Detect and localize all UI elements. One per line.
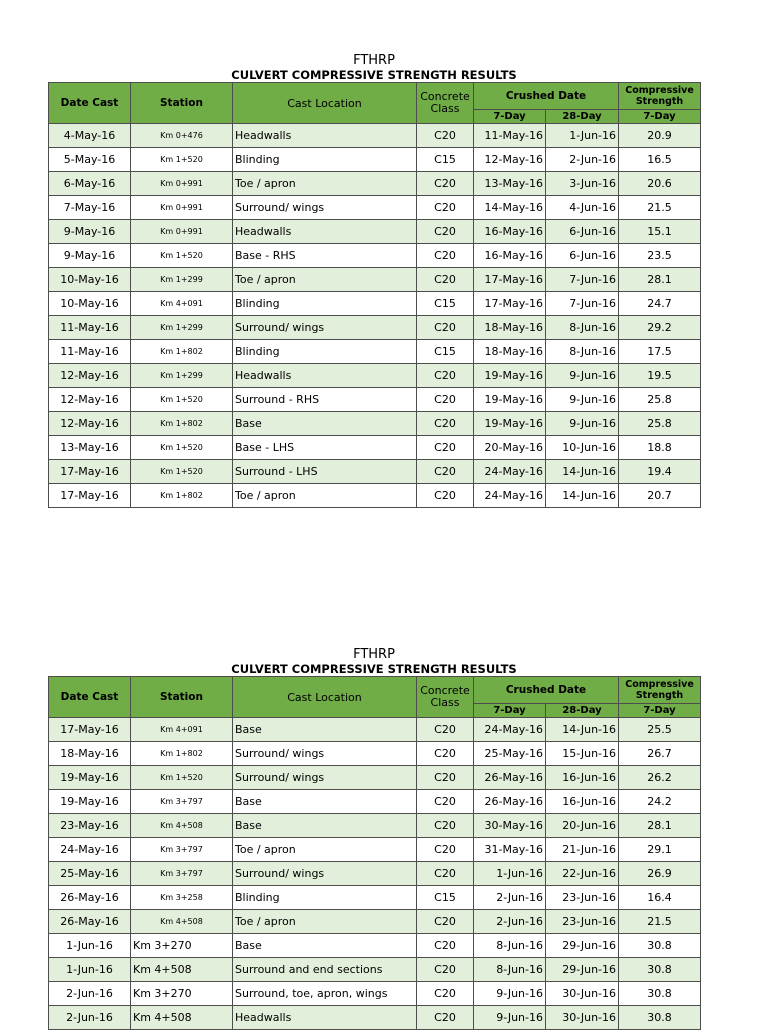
cell-date-cast: 17-May-16 xyxy=(49,718,131,742)
sheet-subtitle: CULVERT COMPRESSIVE STRENGTH RESULTS xyxy=(231,662,517,676)
header-date-cast: Date Cast xyxy=(49,677,131,718)
cell-date-cast: 18-May-16 xyxy=(49,742,131,766)
table-row xyxy=(49,958,701,982)
cell-station: Km 1+802 xyxy=(131,412,233,436)
cell-strength-7-day: 28.1 xyxy=(619,268,701,292)
table-row xyxy=(49,196,701,220)
cell-strength-7-day: 21.5 xyxy=(619,910,701,934)
cell-crushed-28-day: 14-Jun-16 xyxy=(546,484,619,508)
cell-cast-location: Headwalls xyxy=(233,220,417,244)
cell-date-cast: 2-Jun-16 xyxy=(49,1006,131,1030)
cell-cast-location: Blinding xyxy=(233,340,417,364)
cell-crushed-7-day: 13-May-16 xyxy=(474,172,546,196)
cell-concrete-class: C15 xyxy=(417,292,474,316)
cell-crushed-28-day: 23-Jun-16 xyxy=(546,910,619,934)
cell-strength-7-day: 30.8 xyxy=(619,934,701,958)
cell-cast-location: Toe / apron xyxy=(233,484,417,508)
table-row xyxy=(49,172,701,196)
table-row xyxy=(49,412,701,436)
cell-station: Km 1+299 xyxy=(131,268,233,292)
cell-station: Km 3+797 xyxy=(131,838,233,862)
cell-crushed-7-day: 24-May-16 xyxy=(474,484,546,508)
results-sheet-1 xyxy=(48,53,694,508)
cell-crushed-7-day: 16-May-16 xyxy=(474,220,546,244)
cell-cast-location: Toe / apron xyxy=(233,838,417,862)
header-7-day: 7-Day xyxy=(474,704,546,718)
cell-concrete-class: C20 xyxy=(417,484,474,508)
cell-crushed-7-day: 14-May-16 xyxy=(474,196,546,220)
cell-crushed-7-day: 2-Jun-16 xyxy=(474,886,546,910)
cell-strength-7-day: 17.5 xyxy=(619,340,701,364)
cell-crushed-28-day: 29-Jun-16 xyxy=(546,934,619,958)
header-station: Station xyxy=(131,677,233,718)
cell-date-cast: 9-May-16 xyxy=(49,220,131,244)
cell-station: Km 1+520 xyxy=(131,436,233,460)
cell-crushed-7-day: 17-May-16 xyxy=(474,268,546,292)
cell-crushed-7-day: 26-May-16 xyxy=(474,790,546,814)
table-row xyxy=(49,292,701,316)
table-row xyxy=(49,340,701,364)
table-row xyxy=(49,862,701,886)
cell-cast-location: Base xyxy=(233,934,417,958)
cell-concrete-class: C20 xyxy=(417,220,474,244)
cell-crushed-7-day: 26-May-16 xyxy=(474,766,546,790)
sheet-subtitle: CULVERT COMPRESSIVE STRENGTH RESULTS xyxy=(231,68,517,82)
cell-crushed-28-day: 15-Jun-16 xyxy=(546,742,619,766)
table-row xyxy=(49,814,701,838)
cell-concrete-class: C20 xyxy=(417,742,474,766)
header-comp-strength: Compressive Strength xyxy=(619,677,701,704)
cell-strength-7-day: 26.2 xyxy=(619,766,701,790)
results-table xyxy=(48,676,701,1030)
cell-concrete-class: C20 xyxy=(417,1006,474,1030)
cell-cast-location: Surround/ wings xyxy=(233,196,417,220)
results-table xyxy=(48,82,701,508)
cell-crushed-7-day: 8-Jun-16 xyxy=(474,958,546,982)
cell-date-cast: 26-May-16 xyxy=(49,910,131,934)
cell-cast-location: Base - LHS xyxy=(233,436,417,460)
cell-cast-location: Surround/ wings xyxy=(233,316,417,340)
cell-cast-location: Surround, toe, apron, wings xyxy=(233,982,417,1006)
cell-strength-7-day: 25.8 xyxy=(619,412,701,436)
cell-concrete-class: C15 xyxy=(417,340,474,364)
cell-cast-location: Blinding xyxy=(233,886,417,910)
table-row xyxy=(49,436,701,460)
cell-strength-7-day: 26.7 xyxy=(619,742,701,766)
table-row xyxy=(49,718,701,742)
cell-date-cast: 9-May-16 xyxy=(49,244,131,268)
header-strength-7-day: 7-Day xyxy=(619,110,701,124)
cell-station: Km 3+797 xyxy=(131,790,233,814)
header-28-day: 28-Day xyxy=(546,110,619,124)
cell-strength-7-day: 28.1 xyxy=(619,814,701,838)
cell-date-cast: 12-May-16 xyxy=(49,412,131,436)
cell-date-cast: 23-May-16 xyxy=(49,814,131,838)
cell-date-cast: 12-May-16 xyxy=(49,364,131,388)
cell-crushed-28-day: 21-Jun-16 xyxy=(546,838,619,862)
cell-concrete-class: C20 xyxy=(417,436,474,460)
cell-concrete-class: C20 xyxy=(417,814,474,838)
cell-concrete-class: C20 xyxy=(417,766,474,790)
cell-date-cast: 26-May-16 xyxy=(49,886,131,910)
table-row xyxy=(49,838,701,862)
cell-cast-location: Base xyxy=(233,814,417,838)
cell-strength-7-day: 18.8 xyxy=(619,436,701,460)
cell-date-cast: 10-May-16 xyxy=(49,292,131,316)
table-row xyxy=(49,148,701,172)
cell-strength-7-day: 16.5 xyxy=(619,148,701,172)
cell-crushed-7-day: 24-May-16 xyxy=(474,718,546,742)
cell-crushed-7-day: 18-May-16 xyxy=(474,340,546,364)
cell-strength-7-day: 20.9 xyxy=(619,124,701,148)
cell-crushed-28-day: 14-Jun-16 xyxy=(546,460,619,484)
cell-cast-location: Surround/ wings xyxy=(233,862,417,886)
cell-strength-7-day: 15.1 xyxy=(619,220,701,244)
cell-cast-location: Surround/ wings xyxy=(233,766,417,790)
cell-crushed-28-day: 2-Jun-16 xyxy=(546,148,619,172)
cell-crushed-28-day: 29-Jun-16 xyxy=(546,958,619,982)
cell-cast-location: Blinding xyxy=(233,292,417,316)
cell-crushed-28-day: 23-Jun-16 xyxy=(546,886,619,910)
cell-cast-location: Surround and end sections xyxy=(233,958,417,982)
cell-crushed-7-day: 24-May-16 xyxy=(474,460,546,484)
cell-crushed-28-day: 20-Jun-16 xyxy=(546,814,619,838)
table-row xyxy=(49,790,701,814)
cell-date-cast: 6-May-16 xyxy=(49,172,131,196)
cell-strength-7-day: 16.4 xyxy=(619,886,701,910)
cell-date-cast: 2-Jun-16 xyxy=(49,982,131,1006)
cell-station: Km 0+991 xyxy=(131,172,233,196)
cell-station: Km 1+299 xyxy=(131,316,233,340)
cell-cast-location: Surround/ wings xyxy=(233,742,417,766)
header-station: Station xyxy=(131,83,233,124)
cell-date-cast: 11-May-16 xyxy=(49,340,131,364)
cell-concrete-class: C20 xyxy=(417,718,474,742)
cell-date-cast: 12-May-16 xyxy=(49,388,131,412)
table-row xyxy=(49,484,701,508)
cell-crushed-7-day: 9-Jun-16 xyxy=(474,1006,546,1030)
cell-cast-location: Toe / apron xyxy=(233,910,417,934)
table-row xyxy=(49,742,701,766)
cell-crushed-7-day: 12-May-16 xyxy=(474,148,546,172)
cell-concrete-class: C20 xyxy=(417,172,474,196)
cell-station: Km 1+520 xyxy=(131,148,233,172)
cell-cast-location: Base xyxy=(233,790,417,814)
results-table-body xyxy=(49,718,701,1030)
cell-cast-location: Headwalls xyxy=(233,1006,417,1030)
cell-strength-7-day: 19.5 xyxy=(619,364,701,388)
cell-crushed-28-day: 9-Jun-16 xyxy=(546,388,619,412)
cell-cast-location: Base xyxy=(233,718,417,742)
cell-crushed-7-day: 17-May-16 xyxy=(474,292,546,316)
results-sheet-2 xyxy=(48,647,694,1030)
table-row xyxy=(49,244,701,268)
cell-crushed-28-day: 30-Jun-16 xyxy=(546,982,619,1006)
sheet-title: FTHRP xyxy=(353,53,395,68)
cell-station: Km 1+520 xyxy=(131,766,233,790)
cell-concrete-class: C20 xyxy=(417,910,474,934)
cell-crushed-28-day: 8-Jun-16 xyxy=(546,316,619,340)
header-cast-location: Cast Location xyxy=(233,677,417,718)
cell-crushed-7-day: 20-May-16 xyxy=(474,436,546,460)
results-table-body xyxy=(49,124,701,508)
table-row xyxy=(49,388,701,412)
cell-cast-location: Headwalls xyxy=(233,124,417,148)
cell-strength-7-day: 21.5 xyxy=(619,196,701,220)
cell-station: Km 1+520 xyxy=(131,460,233,484)
table-row xyxy=(49,316,701,340)
table-row xyxy=(49,364,701,388)
cell-concrete-class: C20 xyxy=(417,268,474,292)
cell-crushed-7-day: 11-May-16 xyxy=(474,124,546,148)
cell-concrete-class: C20 xyxy=(417,838,474,862)
cell-date-cast: 1-Jun-16 xyxy=(49,958,131,982)
cell-strength-7-day: 25.8 xyxy=(619,388,701,412)
header-concrete-class: Concrete Class xyxy=(417,677,474,718)
cell-concrete-class: C15 xyxy=(417,886,474,910)
cell-station: Km 3+258 xyxy=(131,886,233,910)
cell-crushed-28-day: 14-Jun-16 xyxy=(546,718,619,742)
cell-concrete-class: C20 xyxy=(417,412,474,436)
cell-crushed-7-day: 19-May-16 xyxy=(474,412,546,436)
cell-strength-7-day: 23.5 xyxy=(619,244,701,268)
cell-crushed-28-day: 9-Jun-16 xyxy=(546,364,619,388)
cell-date-cast: 17-May-16 xyxy=(49,460,131,484)
cell-concrete-class: C20 xyxy=(417,862,474,886)
cell-crushed-7-day: 30-May-16 xyxy=(474,814,546,838)
cell-concrete-class: C15 xyxy=(417,148,474,172)
cell-station: Km 3+270 xyxy=(131,982,233,1006)
cell-cast-location: Headwalls xyxy=(233,364,417,388)
cell-crushed-28-day: 3-Jun-16 xyxy=(546,172,619,196)
header-crushed-date: Crushed Date xyxy=(474,83,619,110)
cell-station: Km 4+508 xyxy=(131,814,233,838)
cell-date-cast: 13-May-16 xyxy=(49,436,131,460)
cell-station: Km 0+476 xyxy=(131,124,233,148)
cell-crushed-28-day: 6-Jun-16 xyxy=(546,220,619,244)
cell-strength-7-day: 29.2 xyxy=(619,316,701,340)
cell-date-cast: 10-May-16 xyxy=(49,268,131,292)
cell-date-cast: 17-May-16 xyxy=(49,484,131,508)
cell-concrete-class: C20 xyxy=(417,244,474,268)
cell-crushed-7-day: 16-May-16 xyxy=(474,244,546,268)
table-row xyxy=(49,268,701,292)
cell-concrete-class: C20 xyxy=(417,958,474,982)
cell-crushed-28-day: 7-Jun-16 xyxy=(546,268,619,292)
cell-strength-7-day: 30.8 xyxy=(619,982,701,1006)
cell-strength-7-day: 30.8 xyxy=(619,1006,701,1030)
cell-crushed-7-day: 31-May-16 xyxy=(474,838,546,862)
cell-crushed-7-day: 18-May-16 xyxy=(474,316,546,340)
cell-crushed-7-day: 19-May-16 xyxy=(474,364,546,388)
cell-date-cast: 24-May-16 xyxy=(49,838,131,862)
cell-crushed-28-day: 16-Jun-16 xyxy=(546,790,619,814)
cell-strength-7-day: 26.9 xyxy=(619,862,701,886)
table-row xyxy=(49,910,701,934)
table-row xyxy=(49,1006,701,1030)
table-row xyxy=(49,766,701,790)
cell-strength-7-day: 20.7 xyxy=(619,484,701,508)
table-row xyxy=(49,220,701,244)
cell-station: Km 1+802 xyxy=(131,340,233,364)
table-row xyxy=(49,934,701,958)
cell-crushed-28-day: 16-Jun-16 xyxy=(546,766,619,790)
cell-cast-location: Base - RHS xyxy=(233,244,417,268)
cell-crushed-7-day: 25-May-16 xyxy=(474,742,546,766)
cell-concrete-class: C20 xyxy=(417,196,474,220)
cell-strength-7-day: 25.5 xyxy=(619,718,701,742)
cell-concrete-class: C20 xyxy=(417,124,474,148)
cell-concrete-class: C20 xyxy=(417,982,474,1006)
cell-strength-7-day: 24.2 xyxy=(619,790,701,814)
cell-station: Km 1+802 xyxy=(131,742,233,766)
cell-station: Km 4+091 xyxy=(131,292,233,316)
cell-crushed-28-day: 30-Jun-16 xyxy=(546,1006,619,1030)
header-date-cast: Date Cast xyxy=(49,83,131,124)
cell-station: Km 1+520 xyxy=(131,388,233,412)
header-cast-location: Cast Location xyxy=(233,83,417,124)
cell-cast-location: Base xyxy=(233,412,417,436)
table-row xyxy=(49,124,701,148)
cell-date-cast: 7-May-16 xyxy=(49,196,131,220)
table-row xyxy=(49,982,701,1006)
header-comp-strength: Compressive Strength xyxy=(619,83,701,110)
cell-station: Km 4+508 xyxy=(131,910,233,934)
cell-crushed-7-day: 2-Jun-16 xyxy=(474,910,546,934)
cell-station: Km 1+802 xyxy=(131,484,233,508)
cell-cast-location: Blinding xyxy=(233,148,417,172)
cell-crushed-28-day: 22-Jun-16 xyxy=(546,862,619,886)
cell-crushed-28-day: 4-Jun-16 xyxy=(546,196,619,220)
cell-crushed-28-day: 1-Jun-16 xyxy=(546,124,619,148)
cell-date-cast: 5-May-16 xyxy=(49,148,131,172)
cell-station: Km 4+091 xyxy=(131,718,233,742)
header-crushed-date: Crushed Date xyxy=(474,677,619,704)
cell-cast-location: Surround - RHS xyxy=(233,388,417,412)
cell-crushed-7-day: 1-Jun-16 xyxy=(474,862,546,886)
cell-station: Km 3+797 xyxy=(131,862,233,886)
cell-date-cast: 19-May-16 xyxy=(49,790,131,814)
cell-station: Km 1+520 xyxy=(131,244,233,268)
cell-date-cast: 19-May-16 xyxy=(49,766,131,790)
cell-date-cast: 4-May-16 xyxy=(49,124,131,148)
cell-cast-location: Toe / apron xyxy=(233,268,417,292)
cell-strength-7-day: 24.7 xyxy=(619,292,701,316)
cell-crushed-28-day: 9-Jun-16 xyxy=(546,412,619,436)
cell-date-cast: 25-May-16 xyxy=(49,862,131,886)
cell-crushed-28-day: 7-Jun-16 xyxy=(546,292,619,316)
cell-concrete-class: C20 xyxy=(417,790,474,814)
header-7-day: 7-Day xyxy=(474,110,546,124)
cell-crushed-7-day: 8-Jun-16 xyxy=(474,934,546,958)
cell-date-cast: 11-May-16 xyxy=(49,316,131,340)
cell-cast-location: Toe / apron xyxy=(233,172,417,196)
cell-concrete-class: C20 xyxy=(417,364,474,388)
sheet-title: FTHRP xyxy=(353,647,395,662)
cell-crushed-28-day: 10-Jun-16 xyxy=(546,436,619,460)
cell-station: Km 4+508 xyxy=(131,1006,233,1030)
cell-strength-7-day: 30.8 xyxy=(619,958,701,982)
cell-station: Km 4+508 xyxy=(131,958,233,982)
cell-station: Km 0+991 xyxy=(131,196,233,220)
cell-cast-location: Surround - LHS xyxy=(233,460,417,484)
table-row xyxy=(49,886,701,910)
header-28-day: 28-Day xyxy=(546,704,619,718)
cell-crushed-28-day: 8-Jun-16 xyxy=(546,340,619,364)
cell-crushed-7-day: 19-May-16 xyxy=(474,388,546,412)
cell-crushed-28-day: 6-Jun-16 xyxy=(546,244,619,268)
cell-station: Km 0+991 xyxy=(131,220,233,244)
cell-concrete-class: C20 xyxy=(417,460,474,484)
cell-concrete-class: C20 xyxy=(417,388,474,412)
header-concrete-class: Concrete Class xyxy=(417,83,474,124)
cell-strength-7-day: 20.6 xyxy=(619,172,701,196)
cell-date-cast: 1-Jun-16 xyxy=(49,934,131,958)
cell-strength-7-day: 19.4 xyxy=(619,460,701,484)
cell-strength-7-day: 29.1 xyxy=(619,838,701,862)
cell-station: Km 3+270 xyxy=(131,934,233,958)
cell-station: Km 1+299 xyxy=(131,364,233,388)
cell-concrete-class: C20 xyxy=(417,316,474,340)
table-row xyxy=(49,460,701,484)
header-strength-7-day: 7-Day xyxy=(619,704,701,718)
cell-crushed-7-day: 9-Jun-16 xyxy=(474,982,546,1006)
cell-concrete-class: C20 xyxy=(417,934,474,958)
